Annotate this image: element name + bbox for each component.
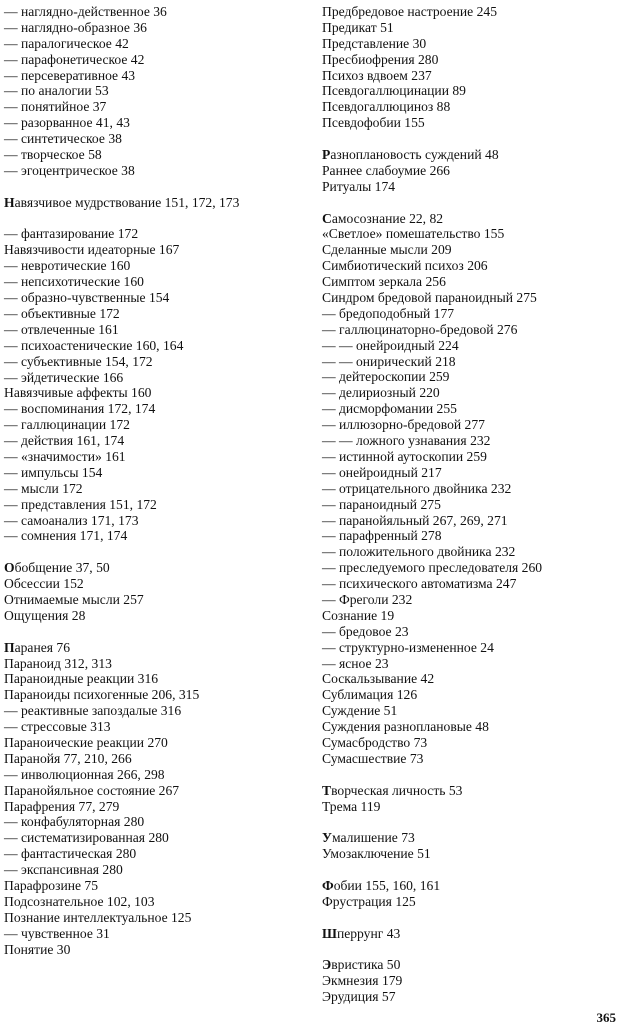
section-gap xyxy=(4,544,304,560)
index-entry: Псевдогаллюцинации 89 xyxy=(322,83,466,99)
index-entry xyxy=(4,640,304,656)
index-entry: — — ложного узнавания 232 xyxy=(322,433,491,449)
index-entry: Симптом зеркала 256 xyxy=(322,274,446,290)
index-entry: Параноид 312, 313 xyxy=(4,655,112,671)
index-entry xyxy=(4,560,304,576)
section-initial-letter: У xyxy=(322,830,332,846)
index-entry: Трема 119 xyxy=(322,798,381,814)
index-entry: — отвлеченные 161 xyxy=(4,321,119,337)
index-entry: — дисморфомании 255 xyxy=(322,401,457,417)
index-entry: — фантастическая 280 xyxy=(4,846,137,862)
index-entry: Парафрения 77, 279 xyxy=(4,798,120,814)
index-entry: — бредоподобный 177 xyxy=(322,305,455,321)
index-entry: Представление 30 xyxy=(322,35,427,51)
index-entry xyxy=(322,783,618,799)
index-entry: — иллюзорно-бредовой 277 xyxy=(322,417,485,433)
index-entry: Эрудиция 57 xyxy=(322,989,396,1005)
index-entry xyxy=(4,195,304,227)
index-entry: — онейроидный 217 xyxy=(322,464,442,480)
index-entry: Раннее слабоумие 266 xyxy=(322,162,450,178)
index-entry: — экспансивная 280 xyxy=(4,862,123,878)
index-entry: — по аналогии 53 xyxy=(4,83,109,99)
section-initial-letter: Э xyxy=(322,957,332,973)
index-entry: — понятийное 37 xyxy=(4,99,107,115)
index-entry: — психического автоматизма 247 xyxy=(322,576,517,592)
index-entry: — парафренный 278 xyxy=(322,528,442,544)
index-entry-text: азноплановость суждений 48 xyxy=(330,147,499,163)
index-entry: — наглядно-образное 36 xyxy=(4,19,147,35)
index-entry: — действия 161, 174 xyxy=(4,433,125,449)
index-entry: — психоастенические 160, 164 xyxy=(4,337,184,353)
index-entry xyxy=(322,878,618,894)
index-entry: Синдром бредовой параноидный 275 xyxy=(322,290,537,306)
index-entry: — ясное 23 xyxy=(322,655,389,671)
index-entry: — — онирический 218 xyxy=(322,353,456,369)
index-entry: Ощущения 28 xyxy=(4,607,86,623)
index-entry: Навязчивости идеаторные 167 xyxy=(4,242,180,258)
index-entry-text: обии 155, 160, 161 xyxy=(333,877,441,893)
index-entry-text: аранея 76 xyxy=(14,639,70,655)
index-entry: — систематизированная 280 xyxy=(4,830,169,846)
index-entry: Симбиотический психоз 206 xyxy=(322,258,488,274)
section-gap xyxy=(4,179,304,195)
index-entry: — галлюцинации 172 xyxy=(4,417,130,433)
index-entry: — положительного двойника 232 xyxy=(322,544,516,560)
index-entry: — реактивные запоздалые 316 xyxy=(4,703,182,719)
index-entry: — импульсы 154 xyxy=(4,464,103,480)
section-initial-letter: С xyxy=(322,210,332,226)
index-entry: — паранойяльный 267, 269, 271 xyxy=(322,512,508,528)
index-entry: — бредовое 23 xyxy=(322,623,409,639)
index-entry: — истинной аутоскопии 259 xyxy=(322,448,487,464)
index-entry-text: малишение 73 xyxy=(331,830,415,846)
index-entry: — самоанализ 171, 173 xyxy=(4,512,139,528)
section-initial-letter: Ф xyxy=(322,877,334,893)
index-entry: — эйдетические 166 xyxy=(4,369,124,385)
section-gap xyxy=(322,942,618,958)
index-entry: — наглядно-действенное 36 xyxy=(4,4,167,19)
index-entry: Паранойяльное состояние 267 xyxy=(4,782,180,798)
index-entry-text: перрунг 43 xyxy=(336,925,401,941)
index-entry: Подсознательное 102, 103 xyxy=(4,893,155,909)
index-entry: — субъективные 154, 172 xyxy=(4,353,153,369)
index-entry-text: амосознание 22, 82 xyxy=(331,210,444,226)
index-entry: — инволюционная 266, 298 xyxy=(4,766,165,782)
index-entry: Сделанные мысли 209 xyxy=(322,242,452,258)
section-gap xyxy=(322,862,618,878)
index-entry: Сумасшествие 73 xyxy=(322,750,424,766)
index-entry: Отнимаемые мысли 257 xyxy=(4,591,144,607)
index-entry: Фрустрация 125 xyxy=(322,893,416,909)
index-entry: Сумасбродство 73 xyxy=(322,734,428,750)
index-entry: — галлюцинаторно-бредовой 276 xyxy=(322,321,518,337)
index-entry: — отрицательного двойника 232 xyxy=(322,480,512,496)
index-entry xyxy=(322,211,618,227)
index-entry: — сомнения 171, 174 xyxy=(4,528,128,544)
index-entry: Навязчивые аффекты 160 xyxy=(4,385,152,401)
index-entry: Пресбиофрения 280 xyxy=(322,51,439,67)
index-entry: — — онейроидный 224 xyxy=(322,337,459,353)
index-entry xyxy=(322,957,618,973)
section-gap xyxy=(322,131,618,147)
index-entry: — синтетическое 38 xyxy=(4,131,122,147)
index-entry: — представления 151, 172 xyxy=(4,496,157,512)
index-entry: Сублимация 126 xyxy=(322,687,418,703)
index-entry: Ритуалы 174 xyxy=(322,178,396,194)
index-entry: Предикат 51 xyxy=(322,19,394,35)
index-entry: — персеверативное 43 xyxy=(4,67,136,83)
index-entry: Соскальзывание 42 xyxy=(322,671,435,687)
index-entry xyxy=(322,926,618,942)
index-entry: Парафрозине 75 xyxy=(4,878,99,893)
index-entry xyxy=(322,147,618,163)
index-entry: Параноические реакции 270 xyxy=(4,734,168,750)
section-gap xyxy=(322,910,618,926)
index-entry: Паранойя 77, 210, 266 xyxy=(4,750,132,766)
index-column-right xyxy=(322,4,618,1005)
index-entry: — Фреголи 232 xyxy=(322,591,413,607)
index-entry: — структурно-измененное 24 xyxy=(322,639,494,655)
index-entry: — образно-чувственные 154 xyxy=(4,290,170,306)
index-entry: Психоз вдвоем 237 xyxy=(322,67,432,83)
index-entry: — конфабуляторная 280 xyxy=(4,814,145,830)
index-entry-text: вристика 50 xyxy=(331,957,401,973)
index-entry: Сознание 19 xyxy=(322,607,395,623)
index-entry: Экмнезия 179 xyxy=(322,973,403,989)
section-gap xyxy=(322,195,618,211)
section-gap xyxy=(322,767,618,783)
index-entry: — мысли 172 xyxy=(4,480,83,496)
index-entry: Предбредовое настроение 245 xyxy=(322,4,497,19)
index-entry: — чувственное 31 xyxy=(4,925,110,941)
index-entry: — преследуемого преследователя 260 xyxy=(322,560,543,576)
index-entry: — непсихотические 160 xyxy=(4,274,144,290)
index-entry: — парафонетическое 42 xyxy=(4,51,145,67)
index-column-left xyxy=(4,4,304,957)
index-entry: Суждения разноплановые 48 xyxy=(322,719,489,735)
section-gap xyxy=(4,624,304,640)
index-entry: — фантазирование 172 xyxy=(4,226,139,242)
index-entry: Псевдофобии 155 xyxy=(322,115,425,131)
index-entry-text: авязчивое мудрствование 151, 172, 173 xyxy=(14,194,240,210)
index-entry: — воспоминания 172, 174 xyxy=(4,401,156,417)
index-entry: — объективные 172 xyxy=(4,305,120,321)
index-entry: Параноиды психогенные 206, 315 xyxy=(4,687,200,703)
index-entry: Обсессии 152 xyxy=(4,576,84,592)
section-initial-letter: Р xyxy=(322,147,331,163)
index-entry: — паралогическое 42 xyxy=(4,35,129,51)
page-number: 365 xyxy=(596,1010,616,1025)
section-initial-letter: Т xyxy=(322,782,332,798)
index-entry: Умозаключение 51 xyxy=(322,846,431,862)
index-entry-text: бобщение 37, 50 xyxy=(14,560,110,576)
index-entry: Параноидные реакции 316 xyxy=(4,671,159,687)
index-entry: — эгоцентрическое 38 xyxy=(4,162,135,178)
section-initial-letter: О xyxy=(4,560,15,576)
index-entry: — дейтероскопии 259 xyxy=(322,369,450,385)
index-entry: Познание интеллектуальное 125 xyxy=(4,909,192,925)
section-initial-letter: Н xyxy=(4,194,15,210)
index-entry: — стрессовые 313 xyxy=(4,719,111,735)
index-entry: Понятие 30 xyxy=(4,941,71,957)
section-initial-letter: Ш xyxy=(322,925,337,941)
index-entry: — «значимости» 161 xyxy=(4,448,126,464)
index-entry: «Светлое» помешательство 155 xyxy=(322,226,505,242)
section-initial-letter: П xyxy=(4,639,15,655)
index-entry: — параноидный 275 xyxy=(322,496,441,512)
index-entry: — творческое 58 xyxy=(4,147,102,163)
index-entry: Суждение 51 xyxy=(322,703,398,719)
index-entry: — разорванное 41, 43 xyxy=(4,115,130,131)
index-entry: — делириозный 220 xyxy=(322,385,440,401)
index-entry: Псевдогаллюциноз 88 xyxy=(322,99,451,115)
index-entry-text: ворческая личность 53 xyxy=(331,782,463,798)
index-entry: — невротические 160 xyxy=(4,258,131,274)
index-entry xyxy=(322,830,618,846)
section-gap xyxy=(322,814,618,830)
